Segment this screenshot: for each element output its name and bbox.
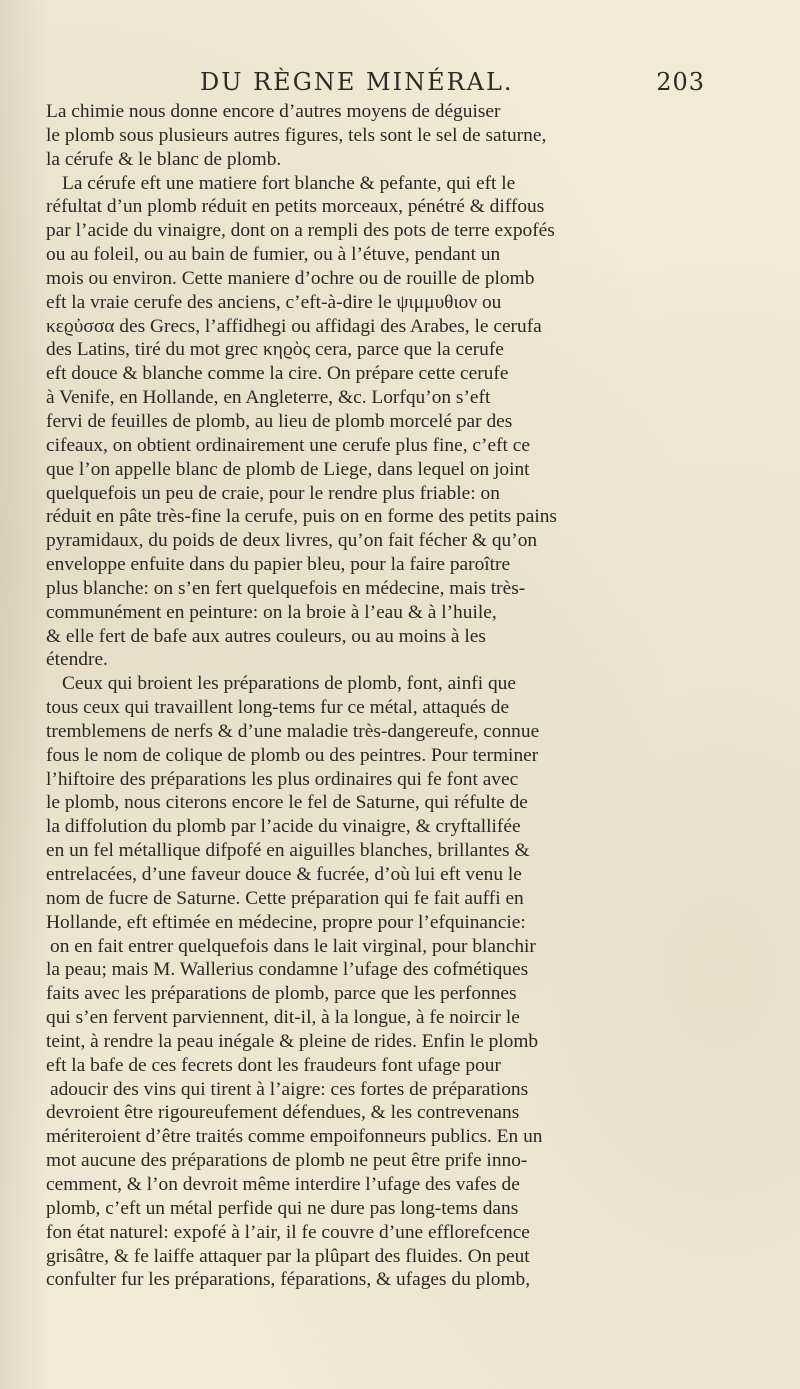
text-line: pyramidaux, du poids de deux livres, qu’on fait fécher & qu’on <box>46 530 538 552</box>
text-line: cemment, & l’on devroit même interdire l’ufage des vafes de <box>46 1173 520 1195</box>
text-line: le plomb sous plusieurs autres figures, tels sont le sel de saturne, <box>46 124 547 146</box>
text-line: tremblemens de nerfs & d’une maladie très-dangereufe, connue <box>46 720 540 742</box>
text-line: adoucir des vins qui tirent à l’aigre: ces fortes de préparations <box>50 1078 529 1100</box>
text-line: quelquefois un peu de craie, pour le rendre plus friable: on <box>46 482 500 504</box>
text-line: teint, à rendre la peau inégale & pleine de rides. Enfin le plomb <box>46 1030 539 1052</box>
text-line: κεϱὐσσα des Grecs, l’affidhegi ou affidagi des Arabes, le cerufa <box>46 315 542 337</box>
text-line: à Venife, en Hollande, en Angleterre, &c. Lorfqu’on s’eft <box>46 387 491 409</box>
text-line: plomb, c’eft un métal perfide qui ne dure pas long-tems dans <box>46 1197 519 1219</box>
text-line: étendre. <box>46 649 108 671</box>
text-line: la cérufe & le blanc de plomb. <box>46 148 282 170</box>
text-line: & elle fert de bafe aux autres couleurs, ou au moins à les <box>46 625 486 647</box>
text-line: qui s’en fervent parviennent, dit-il, à la longue, à fe noircir le <box>46 1007 520 1029</box>
text-line: tous ceux qui travaillent long-tems fur ce métal, attaqués de <box>46 697 510 719</box>
text-line: enveloppe enfuite dans du papier bleu, pour la faire paroître <box>46 554 511 576</box>
text-line: entrelacées, d’une faveur douce & fucrée, d’où lui eft venu le <box>46 864 522 885</box>
text-line: en un fel métallique difpofé en aiguilles blanches, brillantes & <box>46 840 530 862</box>
text-line: La cérufe eft une matiere fort blanche & pefante, qui eft le <box>62 172 516 194</box>
running-title: DU RÈGNE MINÉRAL. <box>200 68 514 96</box>
text-line: fervi de feuilles de plomb, au lieu de plomb morcelé par des <box>46 410 513 432</box>
page-number: 203 <box>656 68 705 96</box>
text-line: fous le nom de colique de plomb ou des peintres. Pour terminer <box>46 744 539 766</box>
text-line: l’hiftoire des préparations les plus ordinaires qui fe font avec <box>46 768 519 790</box>
text-line: par l’acide du vinaigre, dont on a rempli des pots de terre expofés <box>46 220 555 242</box>
text-line: des Latins, tiré du mot grec κηϱὸς cera, parce que la cerufe <box>46 339 504 361</box>
text-line: fon état naturel: expofé à l’air, il fe couvre d’une efflorefcence <box>46 1221 530 1243</box>
text-line: la diffolution du plomb par l’acide du vinaigre, & cryftallifée <box>46 816 521 838</box>
text-line: mériteroient d’être traités comme empoifonneurs publics. En un <box>46 1126 543 1148</box>
text-line: grisâtre, & fe laiffe attaquer par la plûpart des fluides. On peut <box>46 1245 530 1267</box>
text-line: mot aucune des préparations de plomb ne peut être prife inno- <box>46 1150 528 1172</box>
page-header <box>200 68 705 104</box>
text-line: réduit en pâte très-fine la cerufe, puis on en forme des petits pains <box>46 506 557 528</box>
text-line: que l’on appelle blanc de plomb de Liege, dans lequel on joint <box>46 458 530 480</box>
text-line: ou au foleil, ou au bain de fumier, ou à l’étuve, pendant un <box>46 244 501 266</box>
text-line: plus blanche: on s’en fert quelquefois en médecine, mais très- <box>46 577 526 599</box>
text-line: réfultat d’un plomb réduit en petits morceaux, pénétré & diffous <box>46 196 545 218</box>
text-line: eft douce & blanche comme la cire. On prépare cette cerufe <box>46 363 509 385</box>
text-line: confulter fur les préparations, féparations, & ufages du plomb, <box>46 1269 531 1291</box>
text-line: Ceux qui broient les préparations de plomb, font, ainfi que <box>62 673 516 695</box>
text-line: devroient être rigoureufement défendues, & les contrevenans <box>46 1102 520 1124</box>
text-line: eft la bafe de ces fecrets dont les fraudeurs font ufage pour <box>46 1054 501 1076</box>
text-line: le plomb, nous citerons encore le fel de Saturne, qui réfulte de <box>46 792 528 814</box>
text-line: Hollande, eft eftimée en médecine, propre pour l’efquinancie: <box>46 911 526 933</box>
body-text <box>30 100 765 1292</box>
text-line: La chimie nous donne encore d’autres moyens de déguiser <box>46 101 501 122</box>
text-line: la peau; mais M. Wallerius condamne l’ufage des cofmétiques <box>46 959 529 981</box>
text-line: nom de fucre de Saturne. Cette préparation qui fe fait auffi en <box>46 887 524 909</box>
text-line: mois ou environ. Cette maniere d’ochre ou de rouille de plomb <box>46 267 535 289</box>
text-line: cifeaux, on obtient ordinairement une cerufe plus fine, c’eft ce <box>46 434 531 456</box>
text-line: communément en peinture: on la broie à l’eau & à l’huile, <box>46 601 497 623</box>
text-line: eft la vraie cerufe des anciens, c’eft-à-dire le ψιμμυθιον ou <box>46 291 502 313</box>
text-line: on en fait entrer quelquefois dans le lait virginal, pour blanchir <box>50 935 536 957</box>
text-line: faits avec les préparations de plomb, parce que les perfonnes <box>46 983 517 1005</box>
